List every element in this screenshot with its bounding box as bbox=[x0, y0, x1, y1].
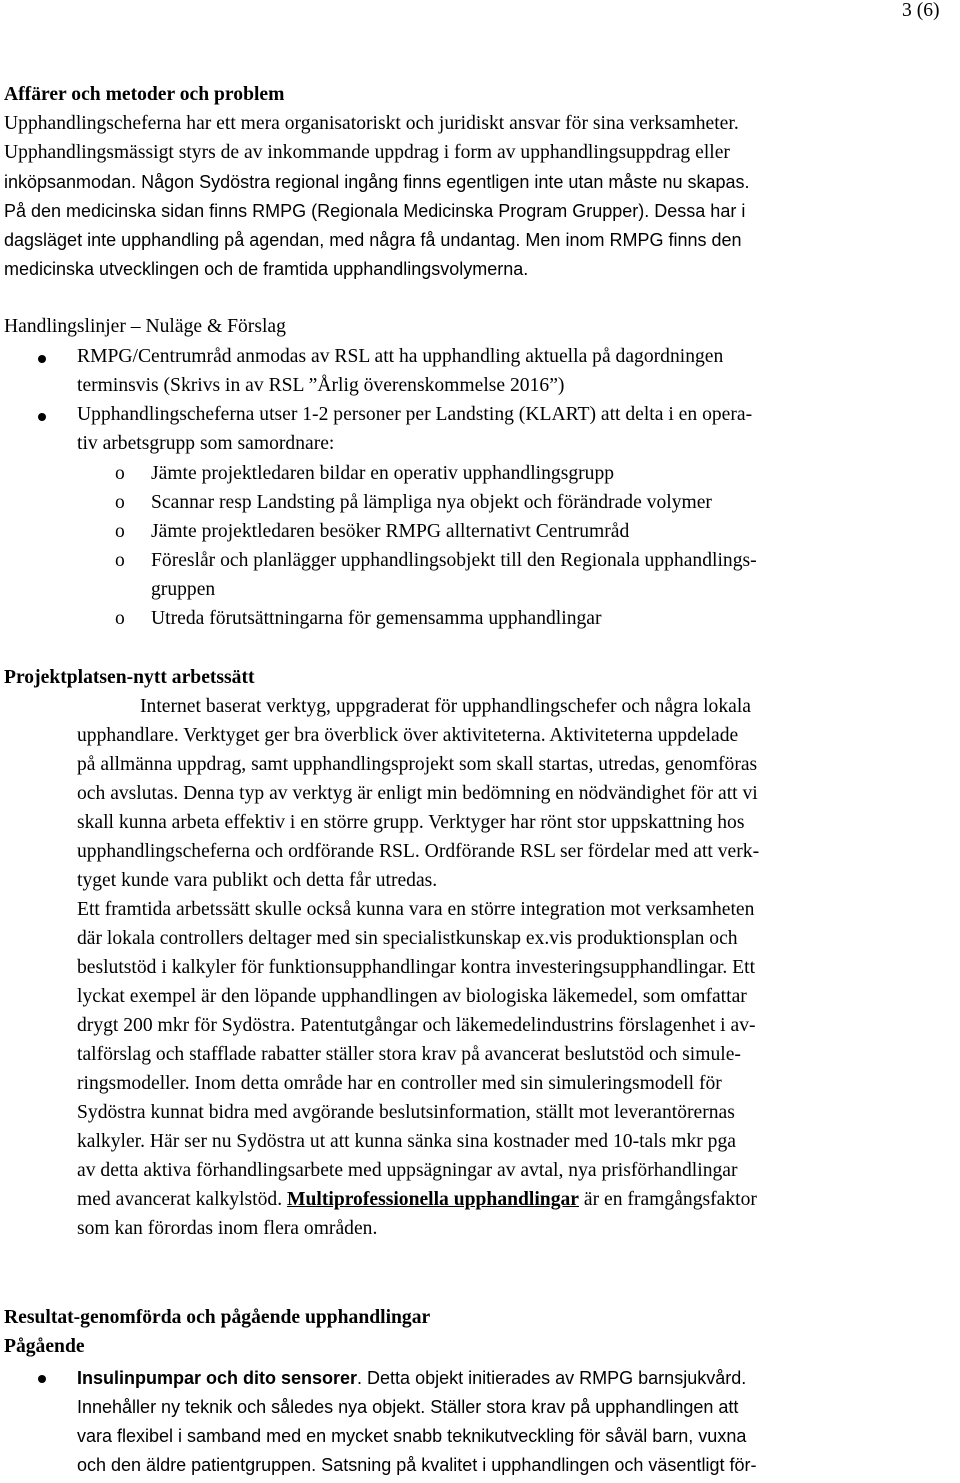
page-number: 3 (6) bbox=[902, 0, 940, 21]
paragraph-line: På den medicinska sidan finns RMPG (Regionala Medicinska Program Grupper). Dessa har i bbox=[4, 201, 746, 221]
bullet-icon bbox=[38, 1375, 46, 1383]
paragraph-line: medicinska utvecklingen och de framtida upphandlingsvolymerna. bbox=[4, 259, 529, 279]
paragraph-line: dagsläget inte upphandling på agendan, med några få undantag. Men inom RMPG finns den bbox=[4, 230, 742, 250]
section-heading-handlingslinjer: Handlingslinjer – Nuläge & Förslag bbox=[4, 316, 286, 337]
sub-bullet-marker: o bbox=[115, 492, 125, 513]
paragraph-line: drygt 200 mkr för Sydöstra. Patentutgångar och läkemedelindustrins förslagenhet i av- bbox=[77, 1015, 756, 1036]
section-heading-projektplatsen: Projektplatsen-nytt arbetssätt bbox=[4, 667, 255, 688]
sub-bullet-line: Föreslår och planlägger upphandlingsobjekt till den Regionala upphandlings- bbox=[151, 550, 757, 571]
paragraph-line: och avslutas. Denna typ av verktyg är enligt min bedömning en nödvändighet för att vi bbox=[77, 783, 758, 804]
sub-bullet-marker: o bbox=[115, 550, 125, 571]
paragraph-line: Ett framtida arbetssätt skulle också kunna vara en större integration mot verksamheten bbox=[77, 899, 755, 920]
sub-bullet-line: Scannar resp Landsting på lämpliga nya objekt och förändrade volymer bbox=[151, 492, 712, 513]
item-bold-lead: Insulinpumpar och dito sensorer bbox=[77, 1368, 358, 1388]
subheading-pagaende: Pågående bbox=[4, 1336, 85, 1357]
paragraph-line: lyckat exempel är den löpande upphandlingen av biologiska läkemedel, som omfattar bbox=[77, 986, 747, 1007]
sub-bullet-marker: o bbox=[115, 521, 125, 542]
bullet-icon bbox=[38, 355, 46, 363]
paragraph-line: på allmänna uppdrag, samt upphandlingsprojekt som skall startas, utredas, genomföras bbox=[77, 754, 758, 775]
paragraph-line: ringsmodeller. Inom detta område har en controller med sin simuleringsmodell för bbox=[77, 1073, 722, 1094]
paragraph-line: Upphandlingsmässigt styrs de av inkommande uppdrag i form av upphandlingsuppdrag eller bbox=[4, 142, 730, 163]
paragraph-line: inköpsanmodan. Någon Sydöstra regional ingång finns egentligen inte utan måste nu skapas. bbox=[4, 172, 750, 192]
paragraph-line: skall kunna arbeta effektiv i en större grupp. Verktyger har rönt stor uppskattning hos bbox=[77, 812, 745, 833]
bullet-line: Innehåller ny teknik och således nya objekt. Ställer stora krav på upphandlingen att bbox=[77, 1397, 739, 1417]
paragraph-line bbox=[77, 1189, 757, 1211]
paragraph-line: upphandlingscheferna och ordförande RSL. Ordförande RSL ser fördelar med att verk- bbox=[77, 841, 760, 862]
bullet-line: vara flexibel i samband med en mycket snabb teknikutveckling för såväl barn, vuxna bbox=[77, 1426, 747, 1446]
sub-bullet-line: Utreda förutsättningarna för gemensamma upphandlingar bbox=[151, 608, 602, 629]
bullet-line: och den äldre patientgruppen. Satsning på kvalitet i upphandlingen och väsentligt för- bbox=[77, 1455, 757, 1475]
paragraph-line-text: med avancerat kalkylstöd. bbox=[77, 1189, 288, 1210]
bullet-line: tiv arbetsgrupp som samordnare: bbox=[77, 433, 335, 454]
section-heading-resultat: Resultat-genomförda och pågående upphandlingar bbox=[4, 1307, 431, 1328]
sub-bullet-line: Jämte projektledaren besöker RMPG allternativt Centrumråd bbox=[151, 521, 630, 542]
section-heading-affarer: Affärer och metoder och problem bbox=[4, 84, 285, 105]
bullet-line bbox=[77, 1368, 746, 1389]
paragraph-line: beslutstöd i kalkyler för funktionsupphandlingar kontra investeringsupphandlingar. Ett bbox=[77, 957, 756, 978]
paragraph-line: av detta aktiva förhandlingsarbete med uppsägningar av avtal, nya prisförhandlingar bbox=[77, 1160, 738, 1181]
sub-bullet-marker: o bbox=[115, 608, 125, 629]
sub-bullet-line: gruppen bbox=[151, 579, 216, 600]
bullet-line: terminsvis (Skrivs in av RSL ”Årlig överenskommelse 2016”) bbox=[77, 375, 565, 396]
paragraph-line: talförslag och stafflade rabatter ställer stora krav på avancerat beslutstöd och simule- bbox=[77, 1044, 741, 1065]
paragraph-line-text: är en framgångsfaktor bbox=[579, 1189, 757, 1210]
item-first-rest: . Detta objekt initierades av RMPG barnsjukvård. bbox=[357, 1368, 747, 1388]
paragraph-line: som kan förordas inom flera områden. bbox=[77, 1218, 378, 1239]
paragraph-line: där lokala controllers deltager med sin specialistkunskap ex.vis produktionsplan och bbox=[77, 928, 738, 949]
paragraph-line: Upphandlingscheferna har ett mera organisatoriskt och juridiskt ansvar för sina verksamheter. bbox=[4, 113, 739, 134]
paragraph-line: Internet baserat verktyg, uppgraderat för upphandlingschefer och några lokala bbox=[140, 696, 751, 717]
bullet-line: RMPG/Centrumråd anmodas av RSL att ha upphandling aktuella på dagordningen bbox=[77, 346, 724, 367]
paragraph-line: upphandlare. Verktyget ger bra överblick över aktiviteterna. Aktiviteterna uppdelade bbox=[77, 725, 739, 746]
paragraph-line: tyget kunde vara publikt och detta får utredas. bbox=[77, 870, 438, 891]
sub-bullet-line: Jämte projektledaren bildar en operativ upphandlingsgrupp bbox=[151, 463, 615, 484]
sub-bullet-marker: o bbox=[115, 463, 125, 484]
bullet-icon bbox=[38, 413, 46, 421]
emphasis-multiprofessionella: Multiprofessionella upphandlingar bbox=[287, 1189, 579, 1210]
paragraph-line: kalkyler. Här ser nu Sydöstra ut att kunna sänka sina kostnader med 10-tals mkr pga bbox=[77, 1131, 736, 1152]
paragraph-line: Sydöstra kunnat bidra med avgörande beslutsinformation, ställt mot leverantörernas bbox=[77, 1102, 735, 1123]
bullet-line: Upphandlingscheferna utser 1-2 personer per Landsting (KLART) att delta i en opera- bbox=[77, 404, 753, 425]
